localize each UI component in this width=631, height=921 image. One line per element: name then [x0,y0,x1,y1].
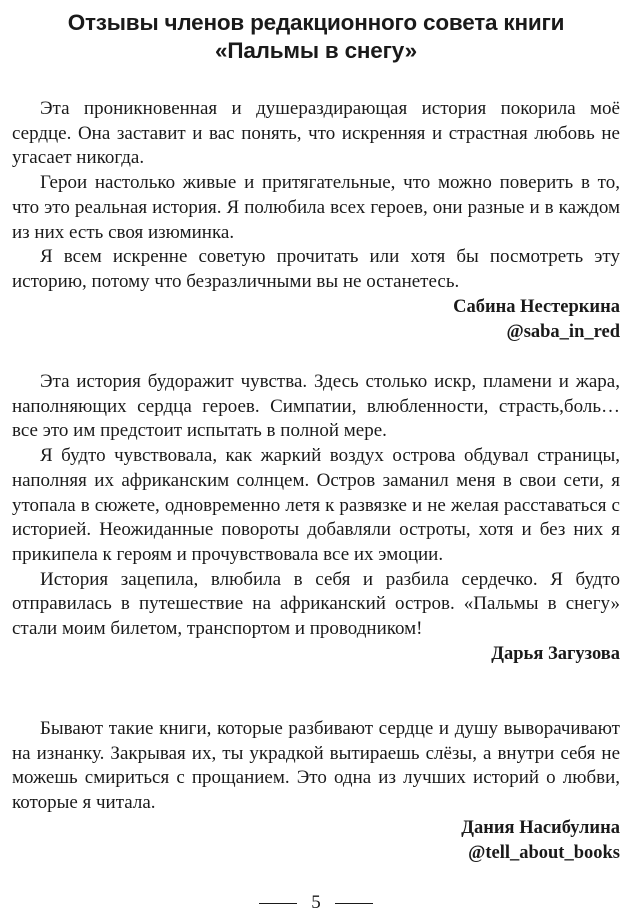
footer-rule-right [335,903,373,904]
page-number: 5 [311,892,321,913]
review-paragraph: История зацепила, влюбила в себя и разбила сердечко. Я будто отправилась в путешествие на африканский остров. «Пальмы в снегу» стали моим билетом, транспортом и проводником! [12,568,620,640]
review-2 [12,370,620,667]
review-paragraph: Я будто чувствовала, как жаркий воздух острова обдувал страницы, наполняя их африканским солнцем. Остров заманил меня в свои сети, я утопала в сюжете, одновременно летя к развязке и не желая расставаться с историей. Неожиданные повороты добавляли остроты, хотя и без них я прикипела к героям и прочувствовала все их эмоции. [12,445,620,565]
review-paragraph: Эта история будоражит чувства. Здесь столько искр, пламени и жара, наполняющих сердца героев. Симпатии, влюбленности, страсть,боль… все это им предстоит испытать в полной мере. [12,371,620,442]
footer-rule-left [259,903,297,904]
review-paragraph: Бывают такие книги, которые разбивают сердце и душу выворачивают на изнанку. Закрывая их, ты украдкой вытираешь слёзы, а внутри себя не можешь смириться с прощанием. Это одна из лучших историй о любви, которые я читала. [12,718,620,814]
review-author-handle: @tell_about_books [468,842,620,863]
review-paragraph: Я всем искренне советую прочитать или хотя бы посмотреть эту историю, потому что безразличными вы не останетесь. [12,246,620,292]
review-paragraph: Герои настолько живые и притягательные, что можно поверить в то, что это реальная история. Я полюбила всех героев, они разные и в каждом из них есть своя изюминка. [12,172,620,243]
review-paragraph: Эта проникновенная и душераздирающая история покорила моё сердце. Она заставит и вас понять, что искренняя и страстная любовь не угасает никогда. [12,98,620,169]
page-footer [12,889,620,917]
page-title-line-2: «Пальмы в снегу» [215,38,417,63]
book-page [12,0,620,921]
page-title-line-1: Отзывы членов редакционного совета книги [67,10,565,35]
review-1 [12,97,620,345]
review-author: Дарья Загузова [491,643,620,664]
review-author: Дания Насибулина [461,817,620,838]
review-author-handle: @saba_in_red [506,321,620,342]
review-3 [12,717,620,866]
page-title [12,0,620,65]
review-author: Сабина Нестеркина [453,296,620,317]
